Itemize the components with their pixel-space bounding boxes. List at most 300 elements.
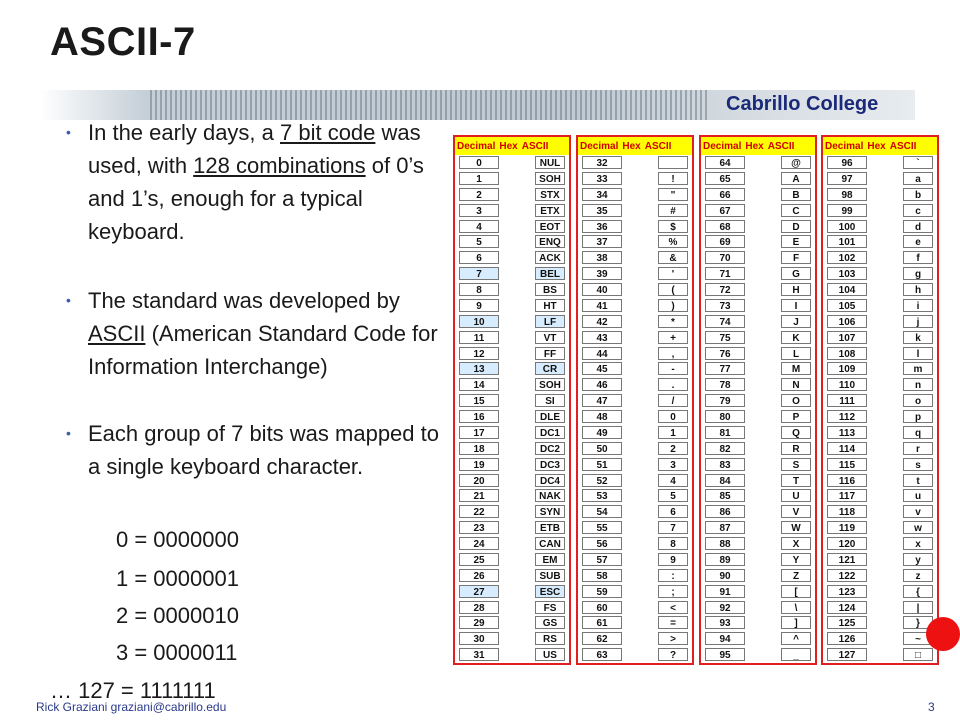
column-header: ASCII [644, 140, 672, 152]
decimal-cell: 91 [705, 585, 745, 598]
ascii-char-cell: GS [535, 616, 565, 629]
underlined-term: ASCII [88, 321, 146, 346]
ascii-table-group [576, 135, 694, 665]
table-row [455, 234, 569, 250]
decimal-cell: 45 [582, 362, 622, 375]
table-row [701, 314, 815, 330]
table-row [455, 441, 569, 457]
decimal-cell: 17 [459, 426, 499, 439]
decimal-cell: 85 [705, 489, 745, 502]
decimal-cell: 105 [827, 299, 867, 312]
ascii-char-cell: i [903, 299, 933, 312]
ascii-char-cell: q [903, 426, 933, 439]
decimal-cell: 12 [459, 347, 499, 360]
bullet-text-ascii-standard [88, 284, 440, 383]
slide-title: ASCII-7 [50, 20, 196, 64]
table-row [578, 155, 692, 171]
column-header: Decimal [457, 140, 496, 152]
table-row [823, 647, 937, 663]
table-row [701, 552, 815, 568]
ascii-char-cell: H [781, 283, 811, 296]
decimal-cell: 28 [459, 601, 499, 614]
table-row [578, 346, 692, 362]
decimal-cell: 115 [827, 458, 867, 471]
ascii-char-cell: EM [535, 553, 565, 566]
table-row [578, 441, 692, 457]
decimal-cell: 90 [705, 569, 745, 582]
ascii-char-cell: US [535, 648, 565, 661]
table-row [455, 361, 569, 377]
ascii-char-cell: u [903, 489, 933, 502]
decimal-cell: 8 [459, 283, 499, 296]
ascii-char-cell: } [903, 616, 933, 629]
ascii-char-cell: 9 [658, 553, 688, 566]
decimal-cell: 53 [582, 489, 622, 502]
binary-equation: 2 = 0000010 [116, 603, 239, 628]
ascii-char-cell: Z [781, 569, 811, 582]
ascii-char-cell: 1 [658, 426, 688, 439]
underlined-term: 128 combinations [193, 153, 366, 178]
ascii-char-cell: : [658, 569, 688, 582]
ascii-char-cell: @ [781, 156, 811, 169]
ascii-char-cell: E [781, 235, 811, 248]
table-row [823, 536, 937, 552]
ascii-char-cell: ESC [535, 585, 565, 598]
ascii-char-cell: b [903, 188, 933, 201]
decimal-cell: 30 [459, 632, 499, 645]
table-row [455, 457, 569, 473]
decimal-cell: 76 [705, 347, 745, 360]
table-row [578, 298, 692, 314]
ascii-char-cell: { [903, 585, 933, 598]
table-row [578, 393, 692, 409]
table-row [578, 568, 692, 584]
ascii-char-cell: ^ [781, 632, 811, 645]
decimal-cell: 4 [459, 220, 499, 233]
ascii-char-cell: 8 [658, 537, 688, 550]
decimal-cell: 6 [459, 251, 499, 264]
ascii-char-cell: z [903, 569, 933, 582]
ascii-char-cell: J [781, 315, 811, 328]
decimal-cell: 73 [705, 299, 745, 312]
ascii-char-cell: d [903, 220, 933, 233]
ascii-char-cell: C [781, 204, 811, 217]
decimal-cell: 48 [582, 410, 622, 423]
table-row [701, 488, 815, 504]
ascii-table-header [455, 137, 569, 155]
decimal-cell: 54 [582, 505, 622, 518]
ascii-char-cell: STX [535, 188, 565, 201]
decimal-cell: 37 [582, 235, 622, 248]
decimal-cell: 125 [827, 616, 867, 629]
table-row [823, 377, 937, 393]
table-row [701, 568, 815, 584]
ascii-char-cell: LF [535, 315, 565, 328]
column-header: Hex [867, 140, 886, 152]
decimal-cell: 66 [705, 188, 745, 201]
table-row [823, 298, 937, 314]
decimal-cell: 100 [827, 220, 867, 233]
decimal-cell: 15 [459, 394, 499, 407]
ascii-char-cell: ) [658, 299, 688, 312]
table-row [578, 647, 692, 663]
table-row [701, 647, 815, 663]
ascii-char-cell: o [903, 394, 933, 407]
ascii-char-cell: CR [535, 362, 565, 375]
decimal-cell: 62 [582, 632, 622, 645]
ascii-char-cell: DC4 [535, 474, 565, 487]
underlined-term: 7 bit code [280, 120, 376, 145]
table-row [455, 346, 569, 362]
decimal-cell: 34 [582, 188, 622, 201]
decimal-cell: 93 [705, 616, 745, 629]
decimal-cell: 77 [705, 362, 745, 375]
table-row [823, 631, 937, 647]
decimal-cell: 49 [582, 426, 622, 439]
ascii-char-cell: y [903, 553, 933, 566]
table-row [578, 171, 692, 187]
ascii-code-table [453, 135, 941, 665]
decimal-cell: 47 [582, 394, 622, 407]
ascii-char-cell: 7 [658, 521, 688, 534]
table-row [823, 584, 937, 600]
ascii-char-cell: Y [781, 553, 811, 566]
decimal-cell: 117 [827, 489, 867, 502]
decimal-cell: 79 [705, 394, 745, 407]
table-row [701, 457, 815, 473]
table-row [578, 377, 692, 393]
column-header: ASCII [767, 140, 795, 152]
ascii-char-cell: % [658, 235, 688, 248]
column-header: Decimal [580, 140, 619, 152]
table-row [823, 155, 937, 171]
decimal-cell: 99 [827, 204, 867, 217]
table-row [455, 631, 569, 647]
decimal-cell: 87 [705, 521, 745, 534]
decimal-cell: 106 [827, 315, 867, 328]
table-row [578, 600, 692, 616]
table-row [578, 234, 692, 250]
ascii-char-cell: f [903, 251, 933, 264]
ascii-char-cell: SOH [535, 378, 565, 391]
decimal-cell: 9 [459, 299, 499, 312]
ascii-char-cell: □ [903, 648, 933, 661]
decimal-cell: 27 [459, 585, 499, 598]
ascii-char-cell: SOH [535, 172, 565, 185]
ascii-char-cell: 6 [658, 505, 688, 518]
bullet-text-run: of 0’s and 1’s, enough for a typical keyboard. [88, 153, 424, 244]
ascii-char-cell: / [658, 394, 688, 407]
ascii-char-cell: HT [535, 299, 565, 312]
table-row [823, 266, 937, 282]
ascii-char-cell: + [658, 331, 688, 344]
ascii-char-cell: s [903, 458, 933, 471]
table-row [578, 520, 692, 536]
ascii-char-cell: ? [658, 648, 688, 661]
ascii-char-cell: | [903, 601, 933, 614]
ascii-char-cell: v [903, 505, 933, 518]
ascii-char-cell: T [781, 474, 811, 487]
table-row [578, 203, 692, 219]
ascii-char-cell: Q [781, 426, 811, 439]
table-row [455, 377, 569, 393]
decimal-cell: 46 [582, 378, 622, 391]
column-header: Hex [745, 140, 764, 152]
ascii-char-cell: 0 [658, 410, 688, 423]
ascii-char-cell: D [781, 220, 811, 233]
table-row [701, 536, 815, 552]
table-row [701, 219, 815, 235]
decimal-cell: 68 [705, 220, 745, 233]
decimal-cell: 81 [705, 426, 745, 439]
column-header: Hex [622, 140, 641, 152]
ascii-table-group [821, 135, 939, 665]
decimal-cell: 33 [582, 172, 622, 185]
decimal-cell: 108 [827, 347, 867, 360]
ascii-char-cell: > [658, 632, 688, 645]
decimal-cell: 10 [459, 315, 499, 328]
decimal-cell: 25 [459, 553, 499, 566]
decimal-cell: 67 [705, 204, 745, 217]
ascii-char-cell: c [903, 204, 933, 217]
decimal-cell: 109 [827, 362, 867, 375]
ascii-char-cell: = [658, 616, 688, 629]
column-header: ASCII [521, 140, 549, 152]
page-number: 3 [928, 700, 935, 714]
ascii-char-cell: ] [781, 616, 811, 629]
decimal-cell: 114 [827, 442, 867, 455]
table-row [701, 584, 815, 600]
table-row [823, 488, 937, 504]
decimal-cell: 127 [827, 648, 867, 661]
decimal-cell: 50 [582, 442, 622, 455]
table-row [823, 393, 937, 409]
decimal-cell: 55 [582, 521, 622, 534]
decimal-cell: 3 [459, 204, 499, 217]
decimal-cell: 44 [582, 347, 622, 360]
ascii-char-cell: [ [781, 585, 811, 598]
table-row [701, 473, 815, 489]
decimal-cell: 11 [459, 331, 499, 344]
decimal-cell: 63 [582, 648, 622, 661]
decimal-cell: 124 [827, 601, 867, 614]
table-row [455, 520, 569, 536]
decimal-cell: 65 [705, 172, 745, 185]
ascii-char-cell: ` [903, 156, 933, 169]
ascii-char-cell: ; [658, 585, 688, 598]
ascii-char-cell: R [781, 442, 811, 455]
table-row [455, 282, 569, 298]
decimal-cell: 16 [459, 410, 499, 423]
decimal-cell: 92 [705, 601, 745, 614]
table-row [578, 409, 692, 425]
table-row [823, 425, 937, 441]
ascii-char-cell: t [903, 474, 933, 487]
decimal-cell: 80 [705, 410, 745, 423]
ascii-char-cell: w [903, 521, 933, 534]
table-row [823, 520, 937, 536]
bullet-dot-icon: • [66, 124, 71, 140]
decimal-cell: 7 [459, 267, 499, 280]
decimal-cell: 38 [582, 251, 622, 264]
table-row [823, 234, 937, 250]
decimal-cell: 75 [705, 331, 745, 344]
ascii-char-cell: DC3 [535, 458, 565, 471]
table-row [578, 473, 692, 489]
table-row [701, 377, 815, 393]
ascii-char-cell: < [658, 601, 688, 614]
ascii-char-cell: # [658, 204, 688, 217]
table-row [823, 361, 937, 377]
decimal-cell: 32 [582, 156, 622, 169]
ascii-char-cell: ETB [535, 521, 565, 534]
ascii-table-group [699, 135, 817, 665]
ascii-char-cell: " [658, 188, 688, 201]
decimal-cell: 43 [582, 331, 622, 344]
table-row [701, 203, 815, 219]
table-row [701, 155, 815, 171]
table-row [455, 171, 569, 187]
table-row [701, 393, 815, 409]
ascii-char-cell: , [658, 347, 688, 360]
ascii-char-cell: G [781, 267, 811, 280]
decimal-cell: 111 [827, 394, 867, 407]
table-row [701, 631, 815, 647]
decimal-cell: 61 [582, 616, 622, 629]
ascii-char-cell: CAN [535, 537, 565, 550]
ascii-char-cell: - [658, 362, 688, 375]
table-row [578, 361, 692, 377]
ascii-char-cell: DLE [535, 410, 565, 423]
table-row [701, 361, 815, 377]
decimal-cell: 14 [459, 378, 499, 391]
table-row [578, 187, 692, 203]
table-row [455, 504, 569, 520]
ascii-char-cell: ' [658, 267, 688, 280]
ascii-char-cell: FF [535, 347, 565, 360]
table-row [455, 298, 569, 314]
table-row [455, 393, 569, 409]
ascii-char-cell: P [781, 410, 811, 423]
table-row [823, 568, 937, 584]
decimal-cell: 1 [459, 172, 499, 185]
decimal-cell: 96 [827, 156, 867, 169]
table-row [578, 425, 692, 441]
table-row [578, 536, 692, 552]
decimal-cell: 126 [827, 632, 867, 645]
ascii-char-cell: & [658, 251, 688, 264]
ascii-table-group [453, 135, 571, 665]
decimal-cell: 107 [827, 331, 867, 344]
ascii-char-cell: I [781, 299, 811, 312]
decimal-cell: 84 [705, 474, 745, 487]
table-row [578, 584, 692, 600]
table-row [578, 330, 692, 346]
table-row [455, 568, 569, 584]
decimal-cell: 41 [582, 299, 622, 312]
ascii-char-cell: EOT [535, 220, 565, 233]
table-row [455, 425, 569, 441]
ascii-char-cell: _ [781, 648, 811, 661]
decimal-cell: 98 [827, 188, 867, 201]
ascii-char-cell: ! [658, 172, 688, 185]
column-header: ASCII [889, 140, 917, 152]
table-row [701, 266, 815, 282]
decimal-cell: 82 [705, 442, 745, 455]
decimal-cell: 56 [582, 537, 622, 550]
decimal-cell: 88 [705, 537, 745, 550]
decimal-cell: 103 [827, 267, 867, 280]
table-row [701, 330, 815, 346]
table-row [455, 409, 569, 425]
table-row [701, 250, 815, 266]
table-row [823, 187, 937, 203]
ascii-char-cell: \ [781, 601, 811, 614]
bullet-text-run: Each group of 7 bits was mapped to a single keyboard character. [88, 421, 439, 479]
ascii-char-cell: . [658, 378, 688, 391]
decimal-cell: 83 [705, 458, 745, 471]
ascii-char-cell: NUL [535, 156, 565, 169]
decimal-cell: 120 [827, 537, 867, 550]
ascii-char-cell: m [903, 362, 933, 375]
column-header: Decimal [825, 140, 864, 152]
decimal-cell: 86 [705, 505, 745, 518]
decimal-cell: 70 [705, 251, 745, 264]
table-row [578, 615, 692, 631]
ascii-char-cell: 5 [658, 489, 688, 502]
table-row [701, 600, 815, 616]
ascii-char-cell: M [781, 362, 811, 375]
table-row [823, 171, 937, 187]
ascii-char-cell: U [781, 489, 811, 502]
decimal-cell: 78 [705, 378, 745, 391]
ascii-char-cell [658, 156, 688, 169]
table-row [578, 552, 692, 568]
decimal-cell: 35 [582, 204, 622, 217]
ascii-char-cell: ( [658, 283, 688, 296]
decimal-cell: 58 [582, 569, 622, 582]
table-row [455, 584, 569, 600]
table-row [578, 314, 692, 330]
column-header: Hex [499, 140, 518, 152]
decimal-cell: 113 [827, 426, 867, 439]
table-row [455, 552, 569, 568]
ascii-char-cell: DC2 [535, 442, 565, 455]
table-row [823, 552, 937, 568]
table-row [578, 504, 692, 520]
ascii-char-cell: W [781, 521, 811, 534]
ascii-table-header [823, 137, 937, 155]
table-row [701, 282, 815, 298]
decimal-cell: 26 [459, 569, 499, 582]
decimal-cell: 29 [459, 616, 499, 629]
ascii-char-cell: NAK [535, 489, 565, 502]
table-row [455, 330, 569, 346]
ascii-char-cell: n [903, 378, 933, 391]
table-row [823, 409, 937, 425]
decimal-cell: 74 [705, 315, 745, 328]
ascii-char-cell: ETX [535, 204, 565, 217]
ascii-char-cell: p [903, 410, 933, 423]
ascii-char-cell: ACK [535, 251, 565, 264]
decimal-cell: 121 [827, 553, 867, 566]
table-row [455, 600, 569, 616]
table-row [455, 203, 569, 219]
ascii-char-cell: RS [535, 632, 565, 645]
table-row [455, 250, 569, 266]
table-row [701, 187, 815, 203]
table-row [455, 488, 569, 504]
